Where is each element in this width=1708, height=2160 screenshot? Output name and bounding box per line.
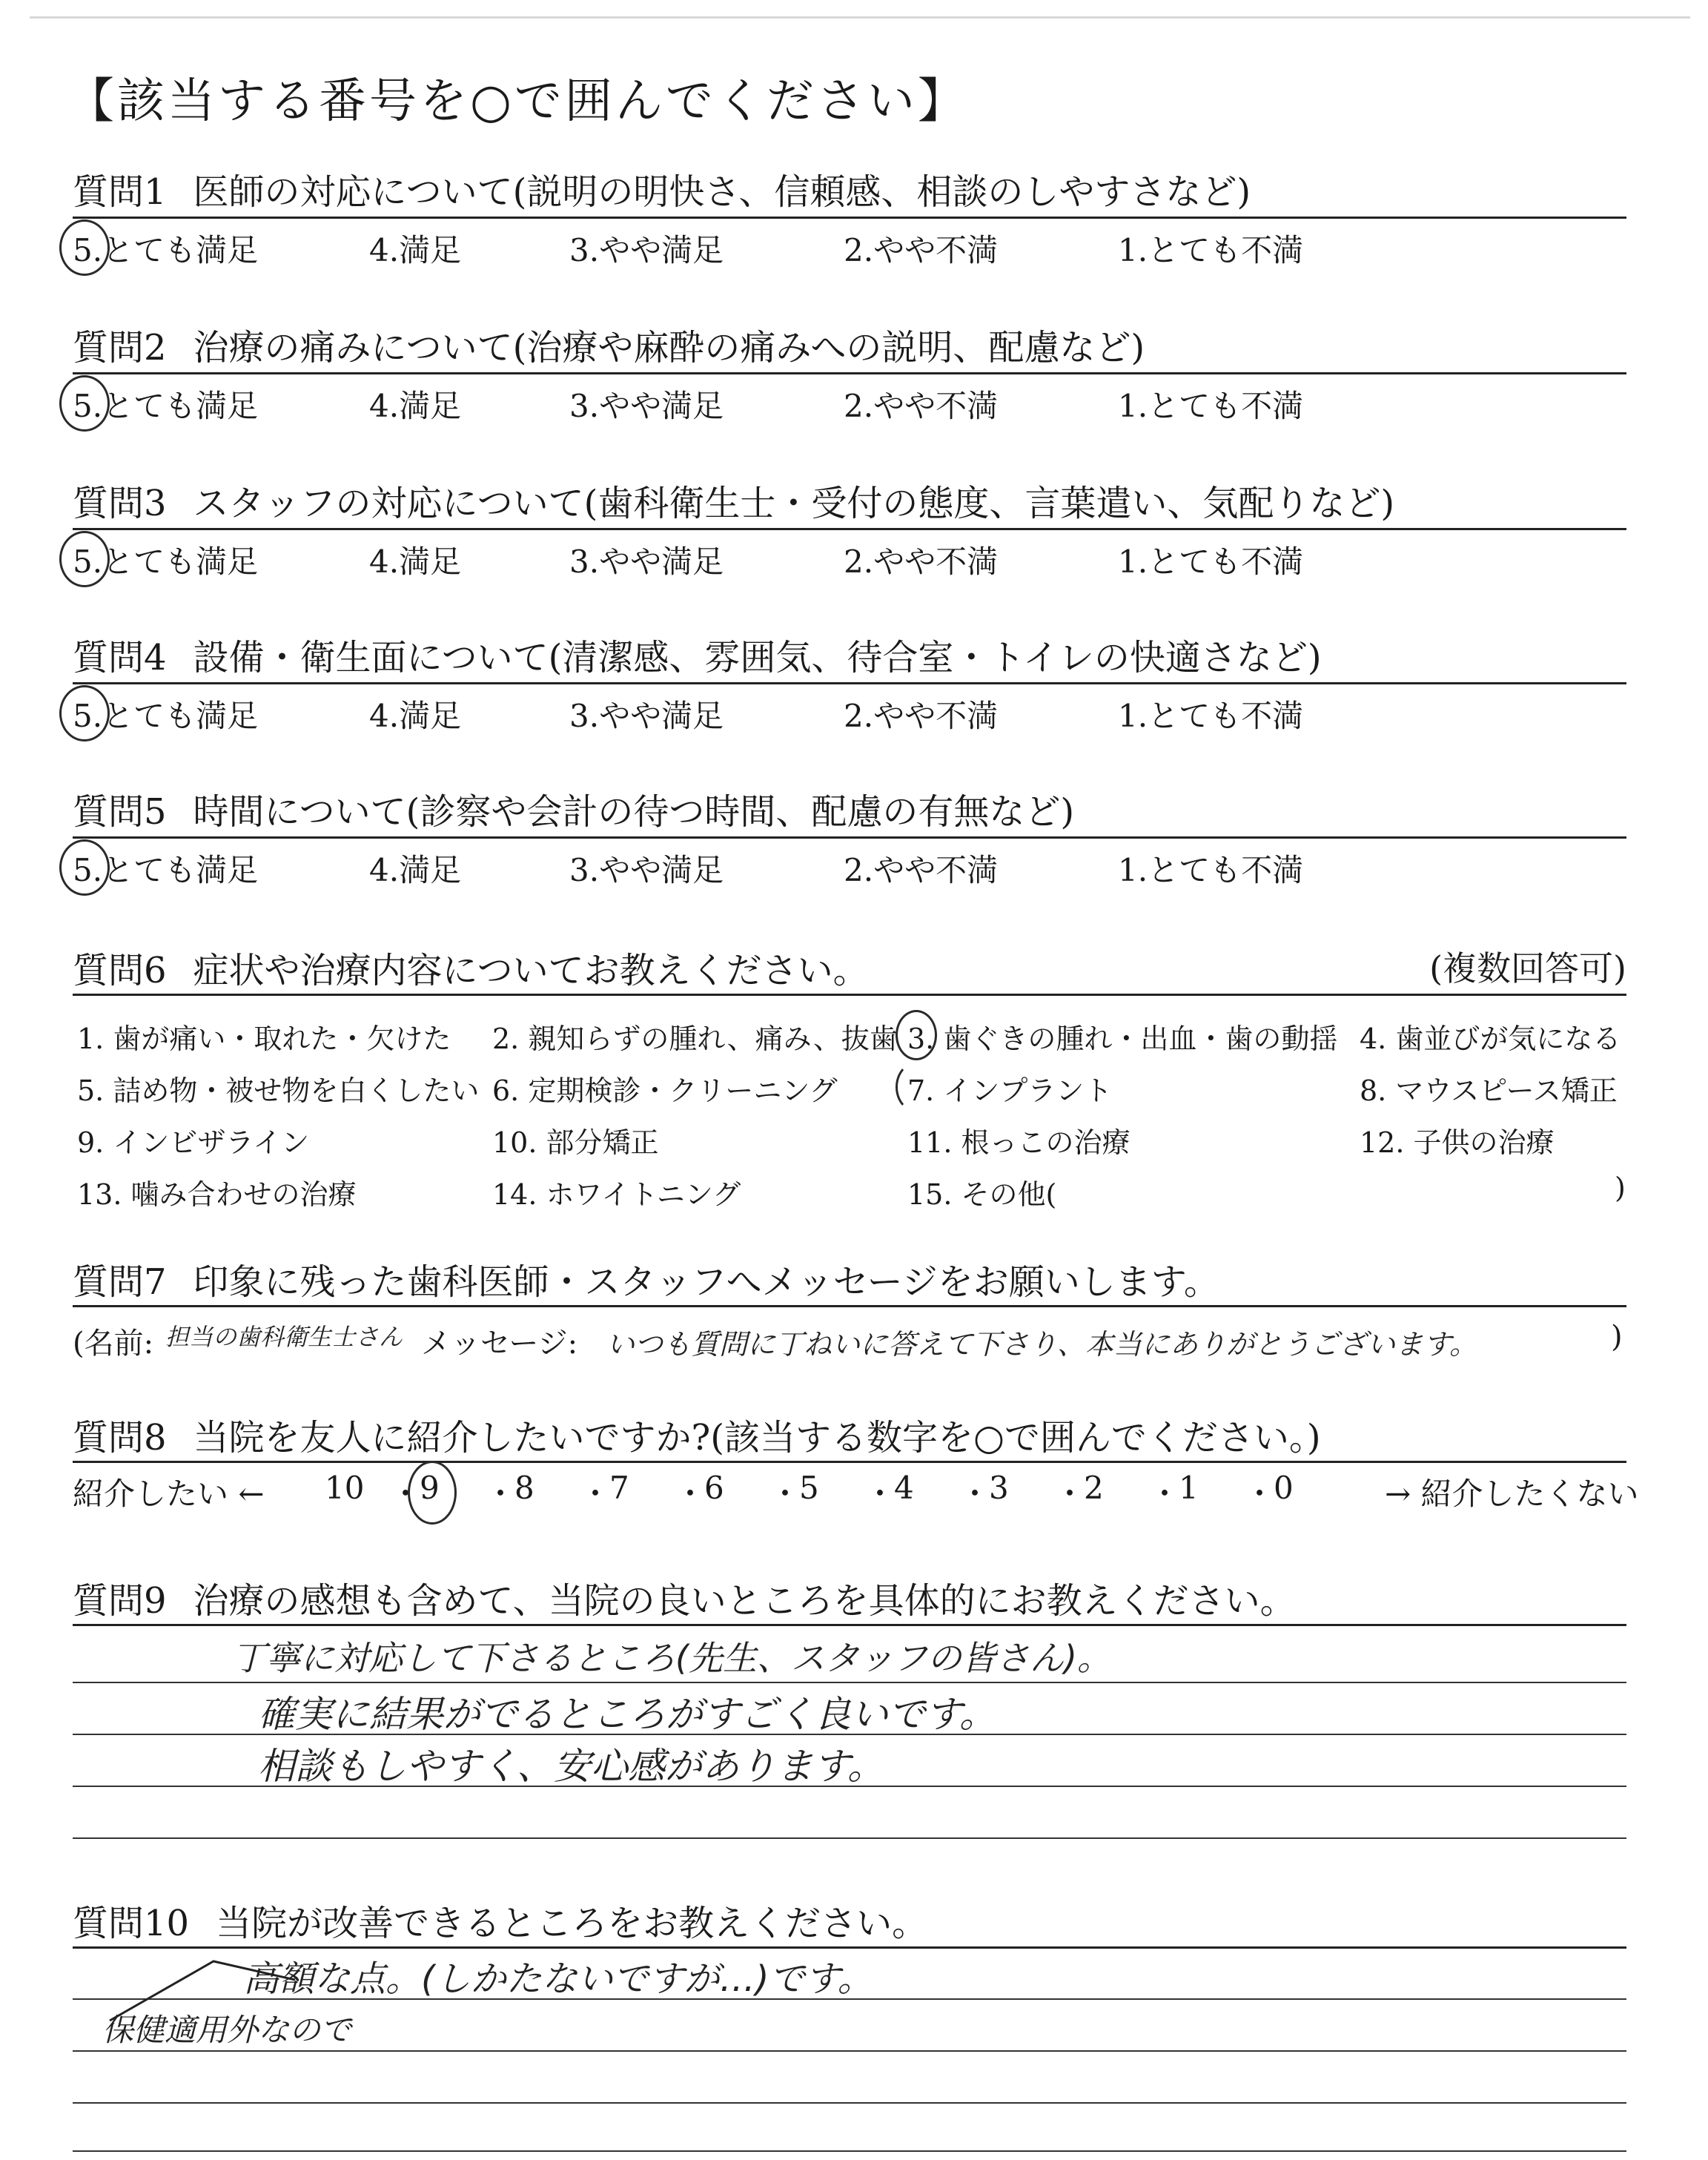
answer-line — [73, 2102, 1626, 2104]
rating-option-5[interactable]: 5.とても満足 — [73, 232, 259, 268]
selection-circle — [59, 685, 110, 742]
symptom-option-4[interactable]: 4. 歯並びが気になる — [1360, 1023, 1621, 1055]
question-number: 質問5 — [73, 791, 167, 833]
symptom-option-1[interactable]: 1. 歯が痛い・取れた・欠けた — [77, 1023, 451, 1055]
scale-separator: ・ — [864, 1476, 896, 1512]
rating-option-1[interactable]: 1.とても不満 — [1118, 388, 1304, 424]
rating-option-1[interactable]: 1.とても不満 — [1118, 852, 1304, 888]
question-rule — [73, 1305, 1626, 1307]
question-4 — [73, 629, 1626, 740]
question-heading — [73, 319, 1145, 370]
answer-handwritten-2[interactable]: 確実に結果がでるところがすごく良いです。 — [258, 1693, 996, 1736]
question-number: 質問4 — [73, 637, 167, 678]
scale-separator: ・ — [580, 1476, 612, 1512]
question-2 — [73, 319, 1626, 430]
scale-separator: ・ — [390, 1476, 422, 1512]
scale-value-6[interactable]: 6 — [704, 1470, 724, 1506]
scale-value-7[interactable]: 7 — [609, 1470, 629, 1506]
selection-circle — [896, 1010, 937, 1060]
scale-value-10[interactable]: 10 — [325, 1470, 365, 1506]
question-10 — [73, 1895, 1626, 2160]
rating-option-2[interactable]: 2.やや不満 — [844, 698, 999, 734]
rating-option-2[interactable]: 2.やや不満 — [844, 232, 999, 268]
question-number: 質問2 — [73, 327, 167, 369]
message-close: ) — [1611, 1320, 1623, 1354]
answer-line — [73, 1682, 1626, 1683]
selection-mark — [896, 1062, 937, 1112]
question-number: 質問3 — [73, 483, 167, 524]
question-text: 印象に残った歯科医師・スタッフへメッセージをお願いします。 — [193, 1261, 1219, 1303]
scale-value-5[interactable]: 5 — [799, 1470, 819, 1506]
selection-circle — [59, 375, 110, 432]
scale-value-9[interactable]: 9 — [420, 1470, 440, 1506]
question-text: 症状や治療内容についてお教えください。 — [193, 950, 869, 991]
symptom-option-7[interactable]: 7. インプラント — [907, 1074, 1113, 1107]
question-rule — [73, 994, 1626, 996]
symptom-option-3[interactable]: 3. 歯ぐきの腫れ・出血・歯の動揺 — [907, 1023, 1338, 1055]
question-heading — [73, 163, 1251, 214]
question-rule — [73, 528, 1626, 530]
rating-option-3[interactable]: 3.やや満足 — [569, 232, 724, 268]
answer-line — [73, 2150, 1626, 2152]
message-handwritten[interactable]: いつも質問に丁ねいに答えて下さり、本当にありがとうございます。 — [606, 1328, 1477, 1361]
rating-option-2[interactable]: 2.やや不満 — [844, 388, 999, 424]
question-number: 質問7 — [73, 1261, 167, 1303]
name-handwritten[interactable]: 担当の歯科衛生士さん — [165, 1323, 403, 1351]
scale-value-4[interactable]: 4 — [894, 1470, 914, 1506]
rating-option-4[interactable]: 4.満足 — [369, 232, 462, 268]
symptom-option-9[interactable]: 9. インビザライン — [77, 1126, 310, 1159]
question-6 — [73, 942, 1626, 1209]
question-text: 時間について(診察や会計の待つ時間、配慮の有無など) — [193, 791, 1075, 833]
rating-option-3[interactable]: 3.やや満足 — [569, 852, 724, 888]
rating-option-4[interactable]: 4.満足 — [369, 544, 462, 580]
symptom-option-12[interactable]: 12. 子供の治療 — [1360, 1126, 1555, 1159]
scale-separator: ・ — [1149, 1476, 1181, 1512]
selection-circle — [408, 1461, 457, 1525]
symptom-option-15-close: ) — [1615, 1172, 1626, 1204]
question-7 — [73, 1253, 1626, 1379]
rating-option-5[interactable]: 5.とても満足 — [73, 544, 259, 580]
question-5 — [73, 783, 1626, 894]
question-heading — [73, 942, 869, 993]
question-number: 質問1 — [73, 171, 167, 213]
answer-handwritten-3[interactable]: 相談もしやすく、安心感があります。 — [258, 1745, 884, 1788]
question-rule — [73, 836, 1626, 839]
question-text: 医師の対応について(説明の明快さ、信頼感、相談のしやすさなど) — [193, 171, 1251, 213]
name-label: (名前: — [73, 1327, 154, 1361]
scale-separator: ・ — [959, 1476, 991, 1512]
question-heading — [73, 1895, 927, 1946]
scale-value-3[interactable]: 3 — [989, 1470, 1009, 1506]
rating-option-2[interactable]: 2.やや不満 — [844, 852, 999, 888]
question-number: 質問9 — [73, 1580, 167, 1622]
selection-circle — [59, 531, 110, 587]
question-text: 治療の感想も含めて、当院の良いところを具体的にお教えください。 — [193, 1580, 1296, 1622]
top-border — [30, 16, 1690, 19]
rating-option-1[interactable]: 1.とても不満 — [1118, 544, 1304, 580]
question-1 — [73, 163, 1626, 274]
scale-value-2[interactable]: 2 — [1084, 1470, 1104, 1506]
rating-option-1[interactable]: 1.とても不満 — [1118, 232, 1304, 268]
question-rule — [73, 372, 1626, 374]
question-heading — [73, 783, 1074, 834]
symptom-option-5[interactable]: 5. 詰め物・被せ物を白くしたい — [77, 1074, 480, 1107]
recommend-label: 紹介したい ← — [73, 1476, 265, 1512]
scale-separator: ・ — [1244, 1476, 1276, 1512]
scale-value-1[interactable]: 1 — [1179, 1470, 1199, 1506]
question-heading — [73, 1409, 1321, 1460]
rating-option-4[interactable]: 4.満足 — [369, 388, 462, 424]
question-text: 設備・衛生面について(清潔感、雰囲気、待合室・トイレの快適さなど) — [193, 637, 1322, 678]
selection-circle — [59, 219, 110, 276]
rating-option-2[interactable]: 2.やや不満 — [844, 544, 999, 580]
question-text: 当院が改善できるところをお教えください。 — [216, 1903, 928, 1944]
not-recommend-label: → 紹介したくない — [1385, 1476, 1639, 1512]
answer-line — [73, 2050, 1626, 2052]
question-text: 当院を友人に紹介したいですか?(該当する数字を○で囲んでください。) — [193, 1417, 1321, 1459]
question-rule — [73, 1461, 1626, 1463]
answer-handwritten-2[interactable]: 保健適用外なので — [102, 2012, 352, 2048]
question-text: 治療の痛みについて(治療や麻酔の痛みへの説明、配慮など) — [193, 327, 1145, 369]
question-8 — [73, 1409, 1639, 1535]
scale-value-8[interactable]: 8 — [514, 1470, 534, 1506]
answer-line — [73, 1837, 1626, 1839]
rating-option-5[interactable]: 5.とても満足 — [73, 388, 259, 424]
symptom-option-11[interactable]: 11. 根っこの治療 — [907, 1126, 1131, 1159]
message-label: メッセージ: — [421, 1327, 578, 1361]
rating-option-5[interactable]: 5.とても満足 — [73, 852, 259, 888]
question-text: スタッフの対応について(歯科衛生士・受付の態度、言葉遣い、気配りなど) — [193, 483, 1395, 524]
rating-option-3[interactable]: 3.やや満足 — [569, 388, 724, 424]
question-heading — [73, 475, 1394, 526]
answer-handwritten-1[interactable]: 丁寧に対応して下さるところ(先生、スタッフの皆さん)。 — [232, 1638, 1111, 1678]
question-heading — [73, 629, 1322, 680]
scale-separator: ・ — [485, 1476, 517, 1512]
rating-option-3[interactable]: 3.やや満足 — [569, 698, 724, 734]
symptom-option-14[interactable]: 14. ホワイトニング — [492, 1178, 741, 1211]
answer-handwritten-1[interactable]: 高額な点。(しかたないですが…)です。 — [243, 1958, 873, 2000]
scale-value-0[interactable]: 0 — [1274, 1470, 1294, 1506]
symptom-option-6[interactable]: 6. 定期検診・クリーニング — [492, 1074, 838, 1107]
rating-option-4[interactable]: 4.満足 — [369, 852, 462, 888]
question-number: 質問10 — [73, 1903, 190, 1944]
symptom-option-10[interactable]: 10. 部分矯正 — [492, 1126, 659, 1159]
question-9 — [73, 1572, 1626, 1839]
symptom-option-8[interactable]: 8. マウスピース矯正 — [1360, 1074, 1618, 1107]
rating-option-5[interactable]: 5.とても満足 — [73, 698, 259, 734]
page-title: 【該当する番号を○で囲んでください】 — [67, 74, 968, 129]
symptom-option-13[interactable]: 13. 噛み合わせの治療 — [77, 1178, 357, 1211]
rating-option-3[interactable]: 3.やや満足 — [569, 544, 724, 580]
question-number: 質問6 — [73, 950, 167, 991]
scale-separator: ・ — [675, 1476, 706, 1512]
recommend-scale — [325, 1470, 1437, 1514]
question-rule — [73, 682, 1626, 684]
question-number: 質問8 — [73, 1417, 167, 1459]
insertion-caret — [102, 1939, 310, 2028]
selection-circle — [59, 839, 110, 896]
multiple-answer-note: (複数回答可) — [1429, 948, 1626, 988]
question-heading — [73, 1253, 1219, 1304]
question-rule — [73, 1624, 1626, 1626]
symptom-option-2[interactable]: 2. 親知らずの腫れ、痛み、抜歯 — [492, 1023, 898, 1055]
scale-separator: ・ — [769, 1476, 801, 1512]
question-3 — [73, 475, 1626, 586]
question-heading — [73, 1572, 1296, 1623]
symptom-option-15[interactable]: 15. その他( — [907, 1178, 1057, 1211]
question-rule — [73, 217, 1626, 219]
rating-option-1[interactable]: 1.とても不満 — [1118, 698, 1304, 734]
rating-option-4[interactable]: 4.満足 — [369, 698, 462, 734]
scale-separator: ・ — [1054, 1476, 1086, 1512]
